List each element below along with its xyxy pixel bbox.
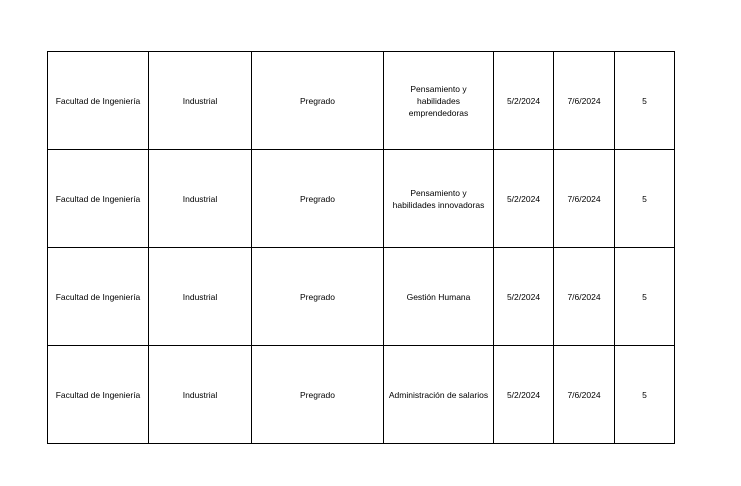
table-row (48, 52, 675, 150)
course-cell: Pensamiento y habilidades innovadoras (384, 150, 494, 248)
program-cell: Industrial (149, 52, 252, 150)
start-date-cell: 5/2/2024 (494, 150, 554, 248)
end-date-cell: 7/6/2024 (554, 346, 615, 444)
table-row (48, 346, 675, 444)
end-date-cell: 7/6/2024 (554, 150, 615, 248)
number-cell: 5 (615, 150, 675, 248)
start-date-cell: 5/2/2024 (494, 346, 554, 444)
course-table (47, 51, 675, 444)
start-date-cell: 5/2/2024 (494, 248, 554, 346)
course-cell: Gestión Humana (384, 248, 494, 346)
faculty-cell: Facultad de Ingeniería (48, 248, 149, 346)
start-date-cell: 5/2/2024 (494, 52, 554, 150)
program-cell: Industrial (149, 150, 252, 248)
level-cell: Pregrado (252, 150, 384, 248)
program-cell: Industrial (149, 248, 252, 346)
program-cell: Industrial (149, 346, 252, 444)
faculty-cell: Facultad de Ingeniería (48, 150, 149, 248)
level-cell: Pregrado (252, 248, 384, 346)
faculty-cell: Facultad de Ingeniería (48, 52, 149, 150)
end-date-cell: 7/6/2024 (554, 248, 615, 346)
course-cell: Administración de salarios (384, 346, 494, 444)
level-cell: Pregrado (252, 52, 384, 150)
number-cell: 5 (615, 52, 675, 150)
number-cell: 5 (615, 248, 675, 346)
number-cell: 5 (615, 346, 675, 444)
table-row (48, 150, 675, 248)
level-cell: Pregrado (252, 346, 384, 444)
table-row (48, 248, 675, 346)
course-cell: Pensamiento y habilidades emprendedoras (384, 52, 494, 150)
end-date-cell: 7/6/2024 (554, 52, 615, 150)
faculty-cell: Facultad de Ingeniería (48, 346, 149, 444)
